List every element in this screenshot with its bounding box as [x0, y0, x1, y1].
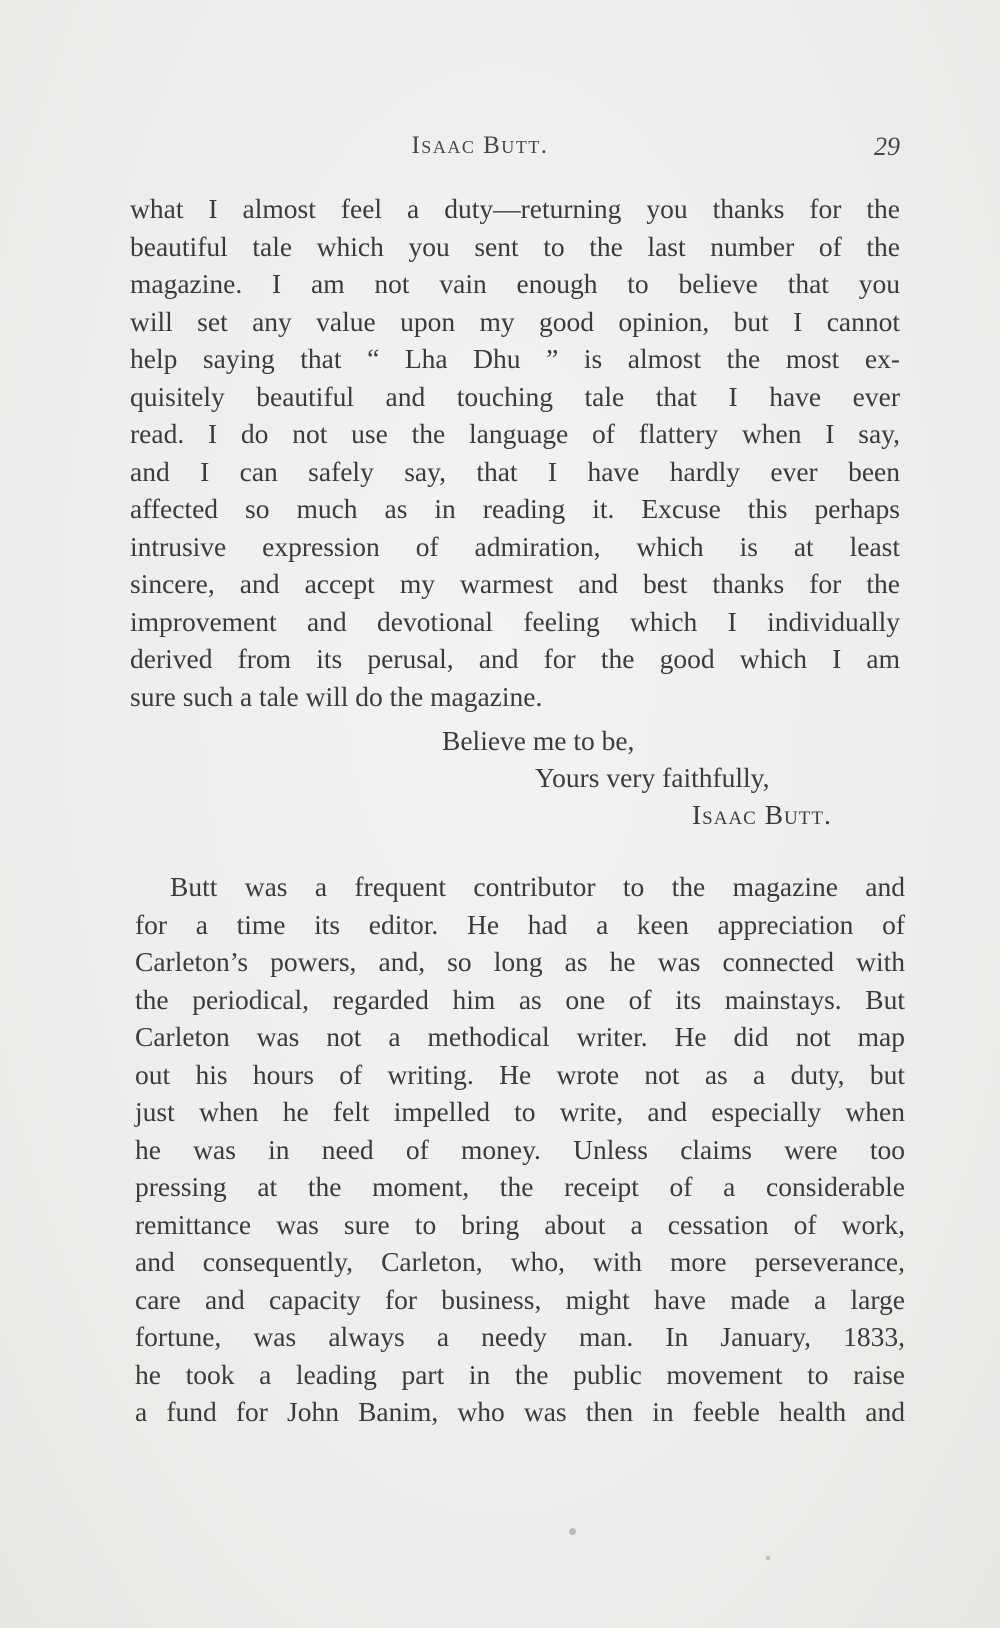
text-line: a fund for John Banim, who was then in feeble health and: [135, 1396, 905, 1427]
text-line: Butt was a frequent contributor to the magazine and: [170, 871, 905, 902]
text-line: read. I do not use the language of flattery when I say,: [130, 418, 900, 449]
text-line: fortune, was always a needy man. In January, 1833,: [135, 1321, 905, 1352]
narrative-paragraph: [135, 868, 905, 1431]
text-line: just when he felt impelled to write, and especially when: [135, 1096, 905, 1127]
letter-closing-salutation: Believe me to be,: [442, 725, 635, 756]
letter-body: [130, 190, 900, 715]
page-number: 29: [874, 132, 900, 161]
text-line: and I can safely say, that I have hardly ever been: [130, 455, 900, 487]
paper-speck: [766, 1556, 770, 1560]
text-line: what I almost feel a duty—returning you thanks for the: [130, 193, 900, 224]
letter-closing-valediction: Yours very faithfully,: [535, 762, 770, 793]
text-line: out his hours of writing. He wrote not as a duty, but: [135, 1058, 905, 1090]
text-line: he took a leading part in the public movement to raise: [135, 1358, 905, 1390]
text-line: derived from its perusal, and for the good which I am: [130, 643, 900, 674]
text-line: Carleton was not a methodical writer. He did not map: [135, 1021, 905, 1052]
text-line: for a time its editor. He had a keen appreciation of: [135, 908, 905, 940]
text-line: pressing at the moment, the receipt of a considerable: [135, 1171, 905, 1202]
text-line: improvement and devotional feeling which I individually: [130, 605, 900, 637]
letter-signature: Isaac Butt.: [692, 799, 832, 830]
text-line: magazine. I am not vain enough to believe that you: [130, 268, 900, 299]
text-line: quisitely beautiful and touching tale that I have ever: [130, 380, 900, 412]
text-line: beautiful tale which you sent to the last number of the: [130, 230, 900, 262]
running-head: [130, 132, 900, 172]
text-line: sure such a tale will do the magazine.: [130, 680, 543, 712]
paper-speck: [569, 1528, 576, 1535]
text-line: affected so much as in reading it. Excuse this perhaps: [130, 493, 900, 524]
text-line: remittance was sure to bring about a cessation of work,: [135, 1208, 905, 1240]
text-line: help saying that “ Lha Dhu ” is almost the most ex-: [130, 343, 900, 374]
text-line: the periodical, regarded him as one of its mainstays. But: [135, 983, 905, 1015]
text-line: care and capacity for business, might have made a large: [135, 1283, 905, 1315]
text-line: intrusive expression of admiration, which is at least: [130, 530, 900, 562]
text-line: will set any value upon my good opinion, but I cannot: [130, 305, 900, 337]
text-line: he was in need of money. Unless claims were too: [135, 1133, 905, 1165]
running-title: Isaac Butt.: [411, 132, 549, 159]
text-line: and consequently, Carleton, who, with more perseverance,: [135, 1246, 905, 1277]
text-line: sincere, and accept my warmest and best thanks for the: [130, 568, 900, 599]
text-line: Carleton’s powers, and, so long as he was connected with: [135, 946, 905, 977]
